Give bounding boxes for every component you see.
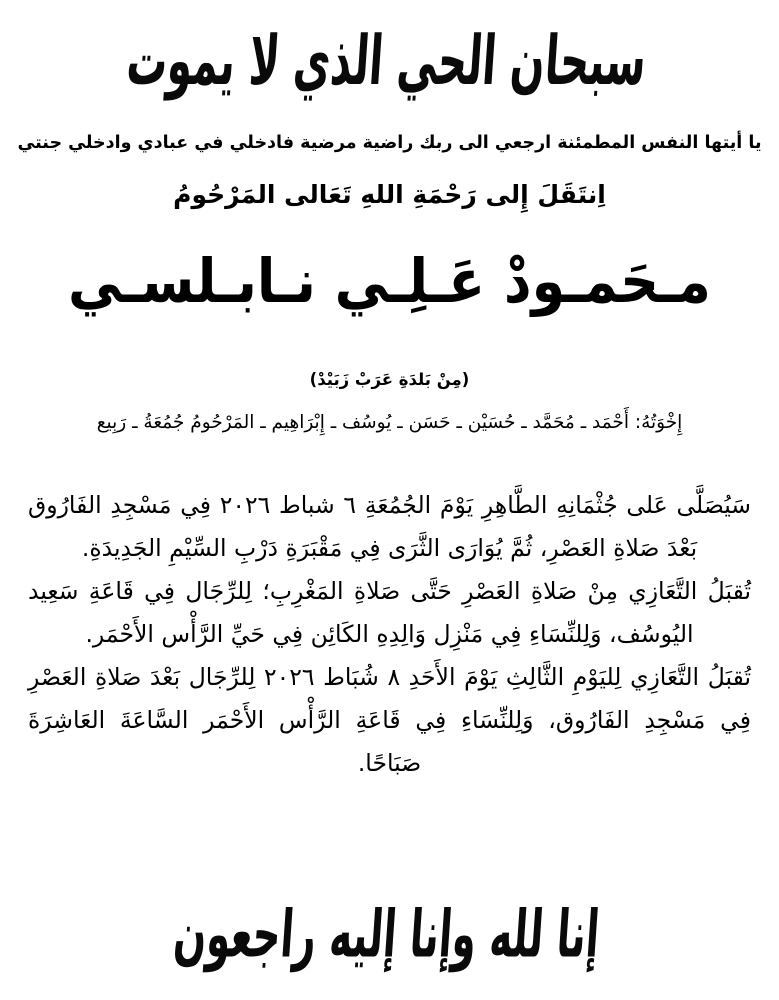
bottom-calligraphy-banner xyxy=(0,880,779,995)
origin-town: (مِنْ بَلدَةِ عَرَبْ زَبَيْدْ) xyxy=(309,370,470,389)
bottom-calligraphy-text: إنا لله وإنا إليه راجعون xyxy=(171,896,603,972)
quran-verse: يا أيتها النفس المطمئنة ارجعي الى ربك راضية مرضية فادخلي في عبادي وادخلي جنتي xyxy=(17,133,762,153)
announcement-body xyxy=(28,484,751,785)
intro-line: اِنتَقَلَ إِلى رَحْمَةِ اللهِ تَعَالى المَرْحُومُ xyxy=(173,180,606,209)
brothers-line: إِخْوَتُهُ: أَحْمَد ـ مُحَمَّد ـ حُسَيْن ـ حَسَن ـ يُوسُف ـ إِبْرَاهِيم ـ المَرْحُومُ جُمُعَةُ ـ رَبِيع xyxy=(96,412,683,433)
condolences-day3-paragraph: تُقبَلُ التَّعَازِي لِليَوْمِ الثَّالِثِ يَوْمَ الأَحَدِ ٨ شُبَاط ٢٠٢٦ لِلرِّجَال بَعْدَ صَلاةِ العَصْرِ فِي مَسْجِدِ الفَارُوق، وَلِلنِّسَاءِ فِي قَاعَةِ الرَّأْس الأَحْمَر السَّاعَةَ العَاشِرَةَ صَبَاحًا. xyxy=(28,663,752,777)
deceased-name: مـحَمـودْ عَـلِـي نـابـلسـي xyxy=(68,246,711,317)
funeral-paragraph: سَيُصَلَّى عَلى جُثْمَانِهِ الطَّاهِرِ يَوْمَ الجُمُعَةِ ٦ شباط ٢٠٢٦ فِي مَسْجِدِ الفَارُوق بَعْدَ صَلاةِ العَصْرِ، ثُمَّ يُوَارَى الثَّرَى فِي مَقْبَرَةِ دَرْبِ السِّيْمِ الجَدِيدَةِ. xyxy=(28,491,751,562)
condolences-day1-paragraph: تُقبَلُ التَّعَازِي مِنْ صَلاةِ العَصْرِ حَتَّى صَلاةِ المَغْرِبِ؛ لِلرِّجَال فِي قَاعَةِ سَعِيد اليُوسُف، وَلِلنِّسَاءِ فِي مَنْزِل وَالِدِهِ الكَائِن فِي حَيِّ الرَّأْس الأَحْمَر. xyxy=(28,577,751,648)
top-calligraphy-text: سبحان الحي الذي لا يموت xyxy=(124,22,649,102)
top-calligraphy-banner xyxy=(0,8,779,128)
